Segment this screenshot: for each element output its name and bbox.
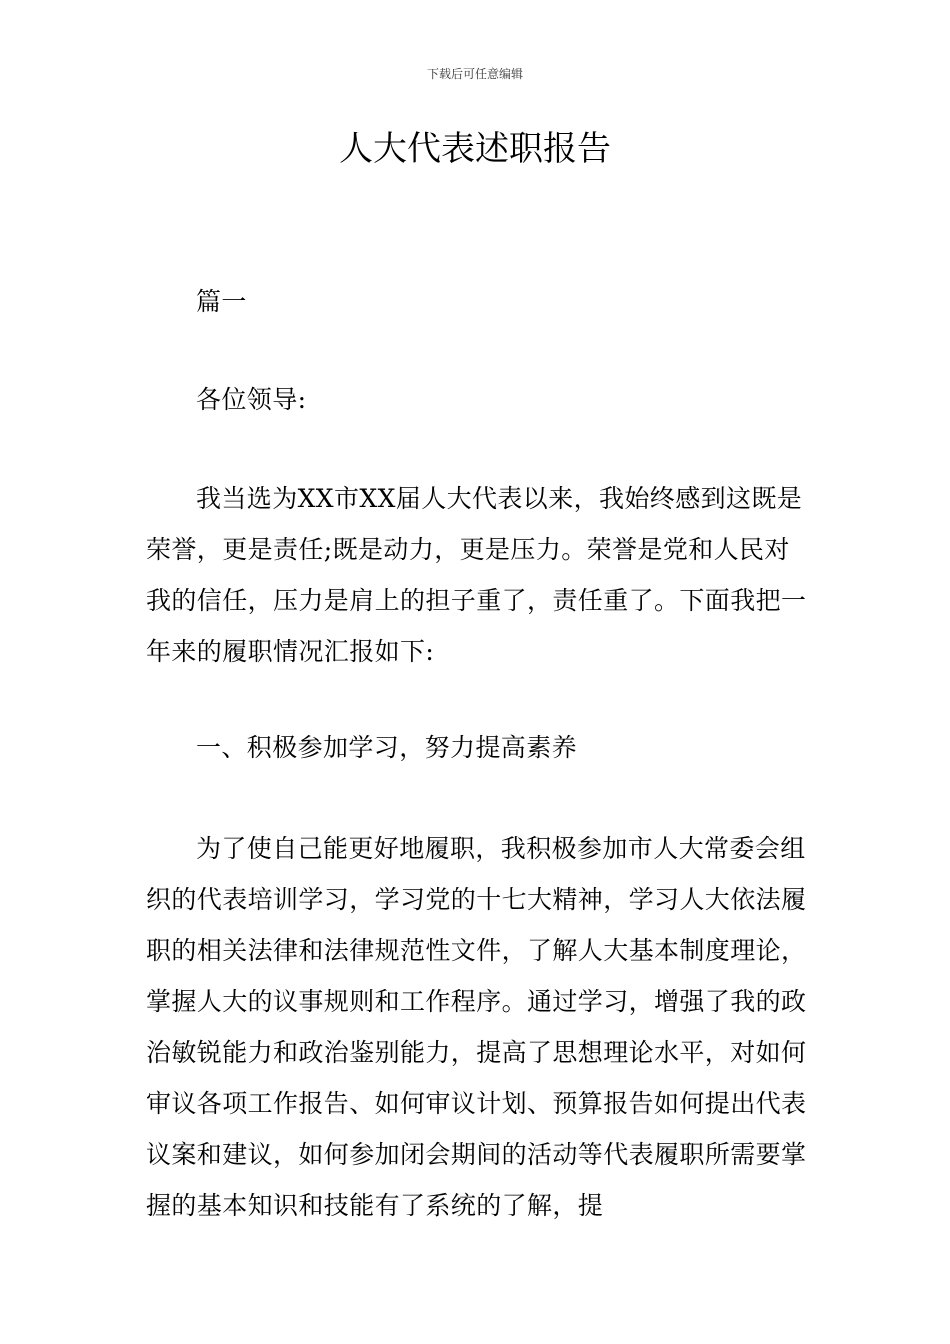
header-note: 下载后可任意编辑	[426, 67, 523, 81]
section-label: 篇一	[196, 287, 247, 316]
section-heading-1: 一、积极参加学习，努力提高素养	[196, 733, 578, 762]
intro-paragraph: 我当选为XX市XX届人大代表以来，我始终感到这既是荣誉，更是责任;既是动力，更是压力。荣誉是党和人民对我的信任，压力是肩上的担子重了，责任重了。下面我把一年来的履职情况汇报如下:	[146, 484, 807, 666]
document-title: 人大代表述职报告	[339, 129, 611, 169]
body-paragraph-1: 为了使自己能更好地履职，我积极参加市人大常委会组织的代表培训学习，学习党的十七大精神，学习人大依法履职的相关法律和法律规范性文件，了解人大基本制度理论，掌握人大的议事规则和工作程序。通过学习，增强了我的政治敏锐能力和政治鉴别能力，提高了思想理论水平，对如何审议各项工作报告、如何审议计划、预算报告如何提出代表议案和建议，如何参加闭会期间的活动等代表履职所需要掌握的基本知识和技能有了系统的了解，提	[146, 834, 807, 1220]
salutation: 各位领导:	[196, 385, 307, 414]
